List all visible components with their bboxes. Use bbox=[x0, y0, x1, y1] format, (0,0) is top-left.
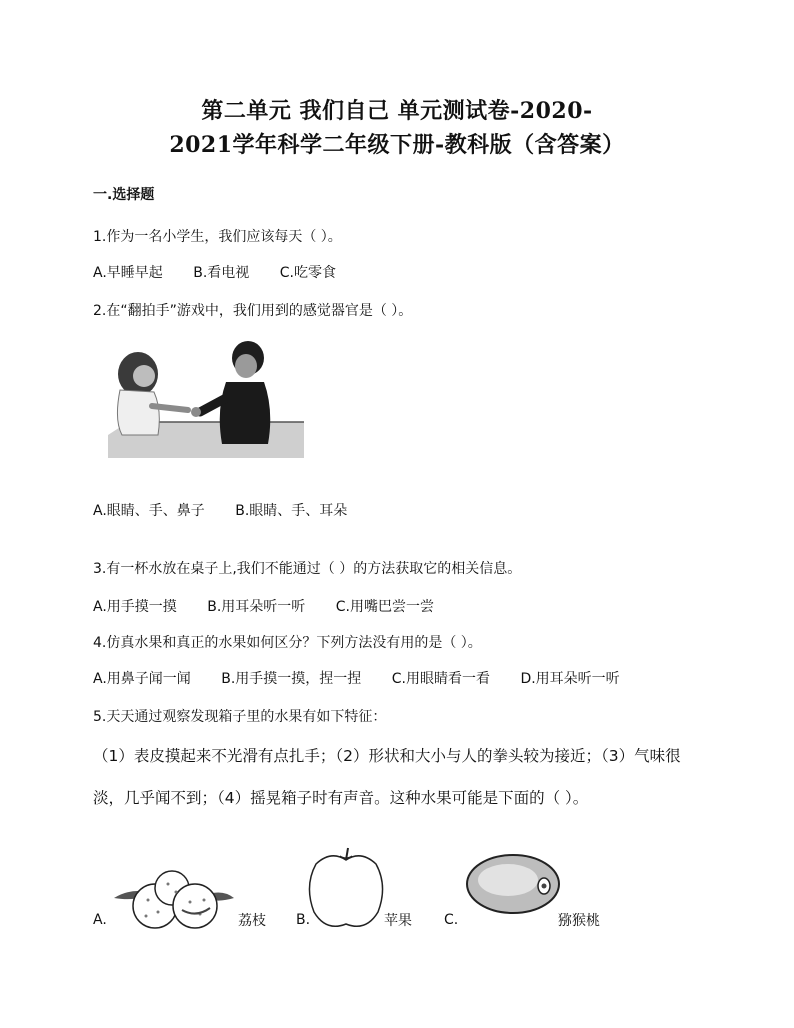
question-5: 5.天天通过观察发现箱子里的水果有如下特征： bbox=[93, 709, 387, 725]
kiwi-image bbox=[464, 852, 562, 916]
question-1: 1.作为一名小学生，我们应该每天（ ）。 bbox=[93, 229, 342, 245]
option-a: A.用手摸一摸 bbox=[93, 599, 177, 615]
fruit-option-c-letter: C. bbox=[444, 912, 459, 928]
fruit-option-c-name: 猕猴桃 bbox=[558, 913, 600, 929]
question-2: 2.在“翻拍手”游戏中，我们用到的感觉器官是（ ）。 bbox=[93, 303, 413, 319]
option-a: A.用鼻子闻一闻 bbox=[93, 671, 191, 687]
option-c: C.用嘴巴尝一尝 bbox=[335, 599, 434, 615]
question-5-clues-line1: （1）表皮摸起来不光滑有点扎手；（2）形状和大小与人的拳头较为接近；（3）气味很 bbox=[93, 747, 681, 765]
page-title-line1: 第二单元 我们自己 单元测试卷-2020- bbox=[201, 98, 593, 124]
question-3-options bbox=[93, 596, 460, 616]
option-d: D.用耳朵听一听 bbox=[520, 671, 620, 687]
fruit-option-b-name: 苹果 bbox=[384, 913, 412, 929]
lychee-image bbox=[110, 858, 238, 932]
option-b: B.看电视 bbox=[193, 265, 250, 281]
question-3: 3.有一杯水放在桌子上,我们不能通过（ ）的方法获取它的相关信息。 bbox=[93, 561, 522, 577]
fruit-option-b-letter: B. bbox=[296, 912, 311, 928]
option-c: C.用眼睛看一看 bbox=[391, 671, 490, 687]
question-4-options bbox=[93, 668, 646, 688]
children-clapping-photo bbox=[108, 340, 304, 458]
option-a: A.早睡早起 bbox=[93, 265, 163, 281]
question-2-options bbox=[93, 500, 373, 520]
option-a: A.眼睛、手、鼻子 bbox=[93, 503, 205, 519]
option-b: B.用耳朵听一听 bbox=[207, 599, 306, 615]
question-1-options bbox=[93, 262, 362, 282]
question-4: 4.仿真水果和真正的水果如何区分？下列方法没有用的是（ ）。 bbox=[93, 635, 482, 651]
option-c: C.吃零食 bbox=[279, 265, 336, 281]
option-b: B.眼睛、手、耳朵 bbox=[235, 503, 348, 519]
fruit-option-a-letter: A. bbox=[93, 912, 107, 928]
fruit-option-a-name: 荔枝 bbox=[238, 913, 266, 929]
question-5-clues-line2: 淡，几乎闻不到；（4）摇晃箱子时有声音。这种水果可能是下面的（ ）。 bbox=[93, 789, 589, 807]
apple-image bbox=[306, 846, 386, 930]
option-b: B.用手摸一摸，捏一捏 bbox=[221, 671, 362, 687]
page-title-line2: 2021学年科学二年级下册-教科版（含答案） bbox=[169, 132, 625, 158]
section-heading: 一.选择题 bbox=[93, 187, 155, 203]
